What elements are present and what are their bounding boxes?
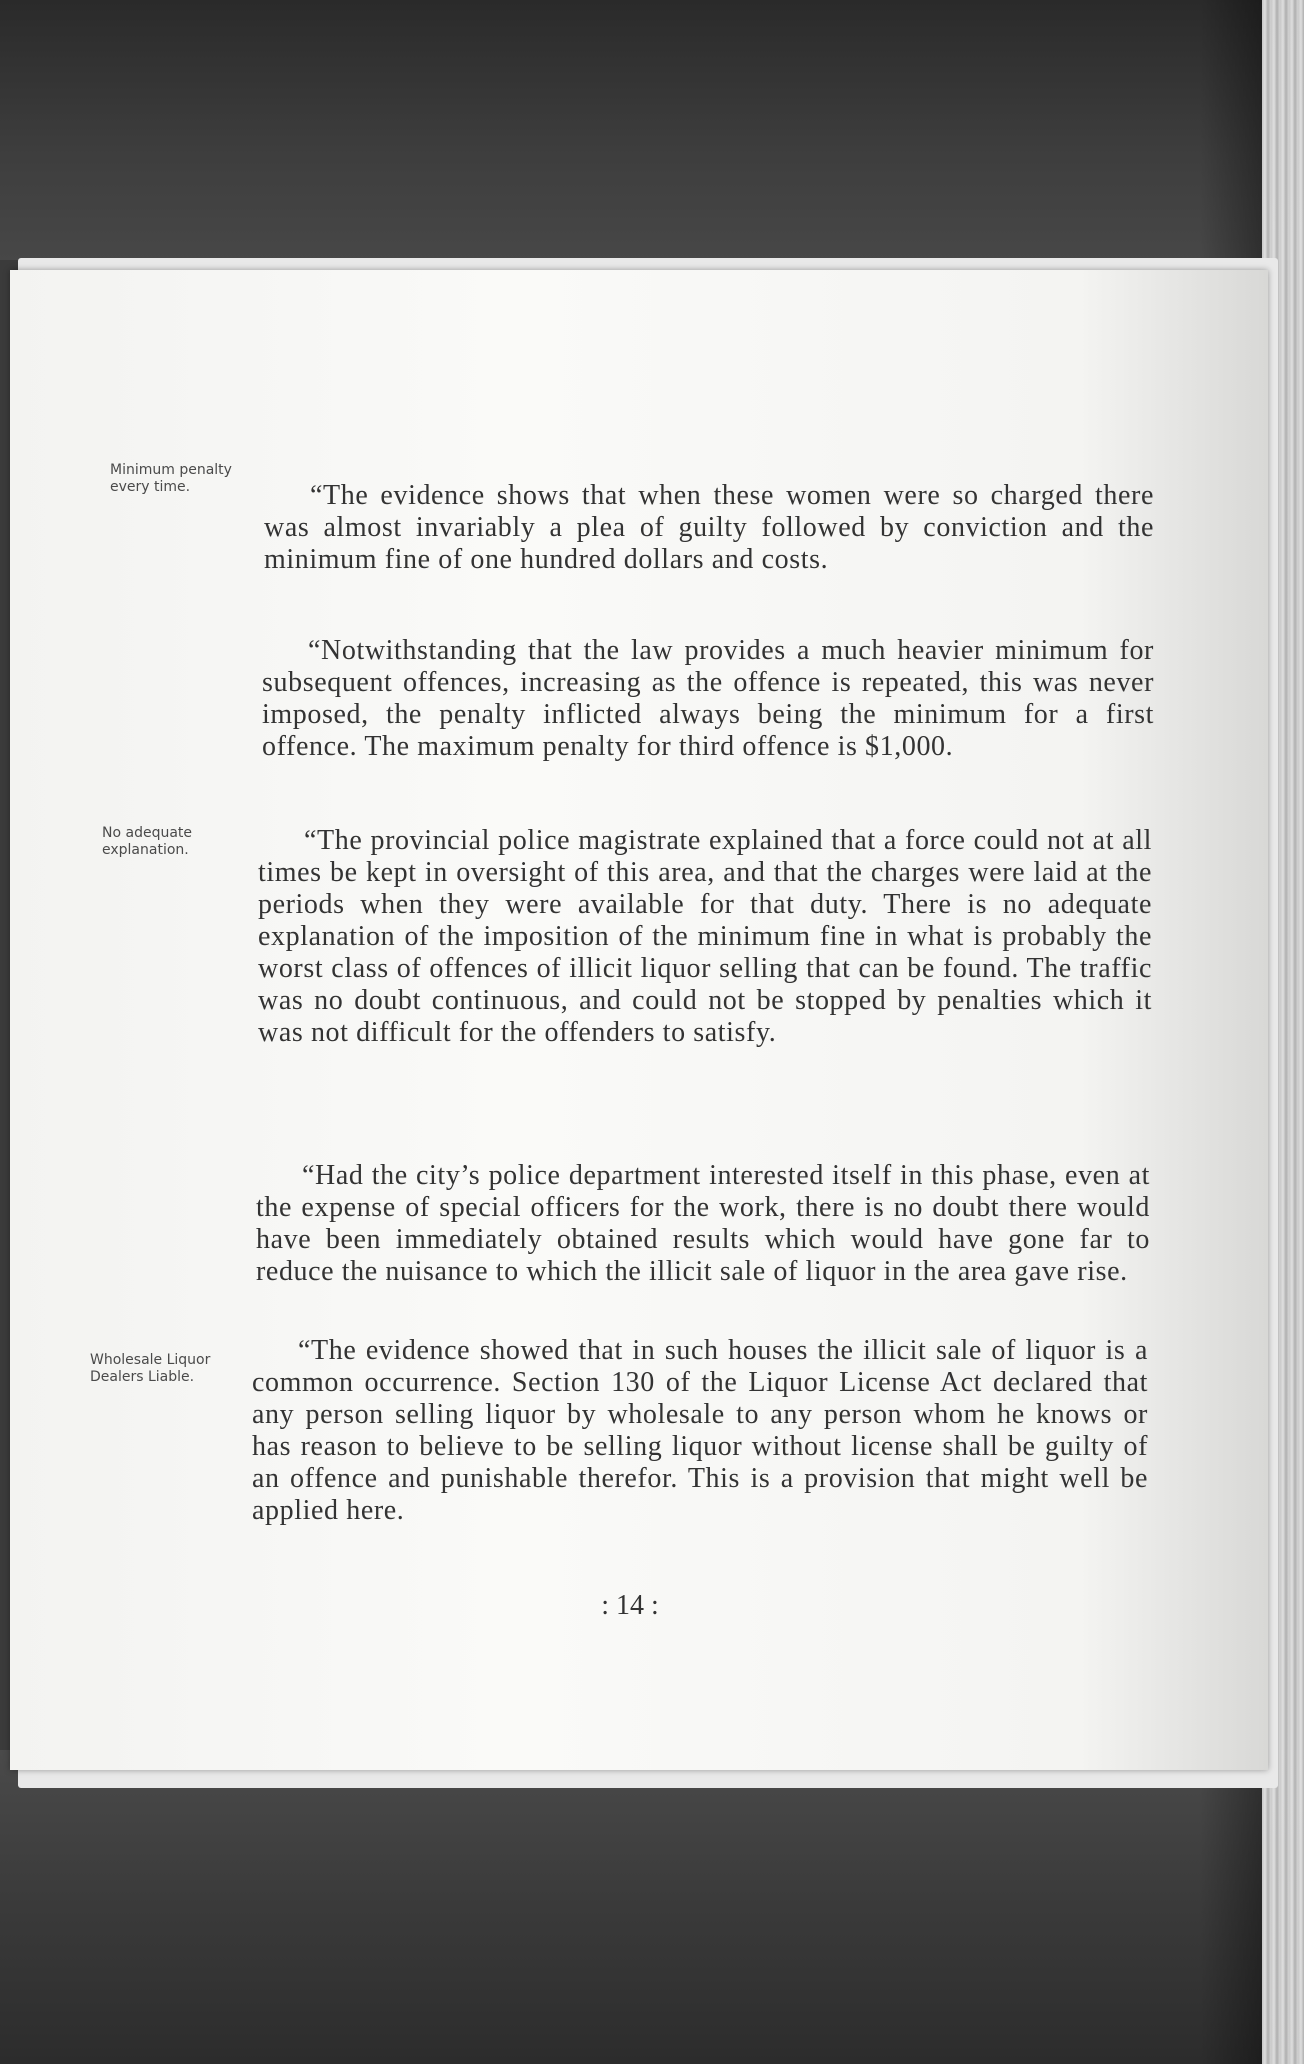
background-top xyxy=(0,0,1304,260)
paragraph-provincial-magistrate: “The provincial police magistrate explained that a force could not at all times be kept in oversight of this area, and that the charges were laid at the periods when they were available for that duty. There is no adequate explanation of the imposition of the minimum fine in what is probably the worst class of offences of illicit liquor selling that can be found. The traffic was no doubt continuous, and could not be stopped by penalties which it was not difficult for the offenders to satisfy. xyxy=(258,825,1152,1048)
background-bottom xyxy=(0,1750,1304,2064)
paragraph-city-police: “Had the city’s police department interested itself in this phase, even at the expense of special officers for the work, there is no doubt there would have been immediately obtained results which would have gone far to reduce the nuisance to which the illicit sale of liquor in the area gave rise. xyxy=(256,1160,1150,1287)
paragraph-notwithstanding: “Notwithstanding that the law provides a much heavier minimum for subsequent offences, increasing as the offence is repeated, this was never imposed, the penalty inflicted always being the minimum for a first offence. The maximum penalty for third offence is $1,000. xyxy=(262,635,1154,762)
page-number: : 14 : xyxy=(601,1590,659,1621)
paragraph-wholesale: “The evidence showed that in such houses the illicit sale of liquor is a common occurrence. Section 130 of the Liquor License Act declared that any person selling liquor by wholesale to any person whom he knows or has reason to believe to be selling liquor without license shall be guilty of an offence and punishable therefor. This is a provision that might well be applied here. xyxy=(252,1335,1148,1526)
document-page xyxy=(10,270,1268,1770)
paragraph-evidence-shows: “The evidence shows that when these women were so charged there was almost invariably a plea of guilty followed by conviction and the minimum fine of one hundred dollars and costs. xyxy=(264,480,1154,575)
margin-note-wholesale: Wholesale Liquor Dealers Liable. xyxy=(90,1352,211,1385)
margin-note-minimum-penalty: Minimum penalty every time. xyxy=(110,462,232,495)
margin-note-no-adequate: No adequate explanation. xyxy=(102,825,193,858)
